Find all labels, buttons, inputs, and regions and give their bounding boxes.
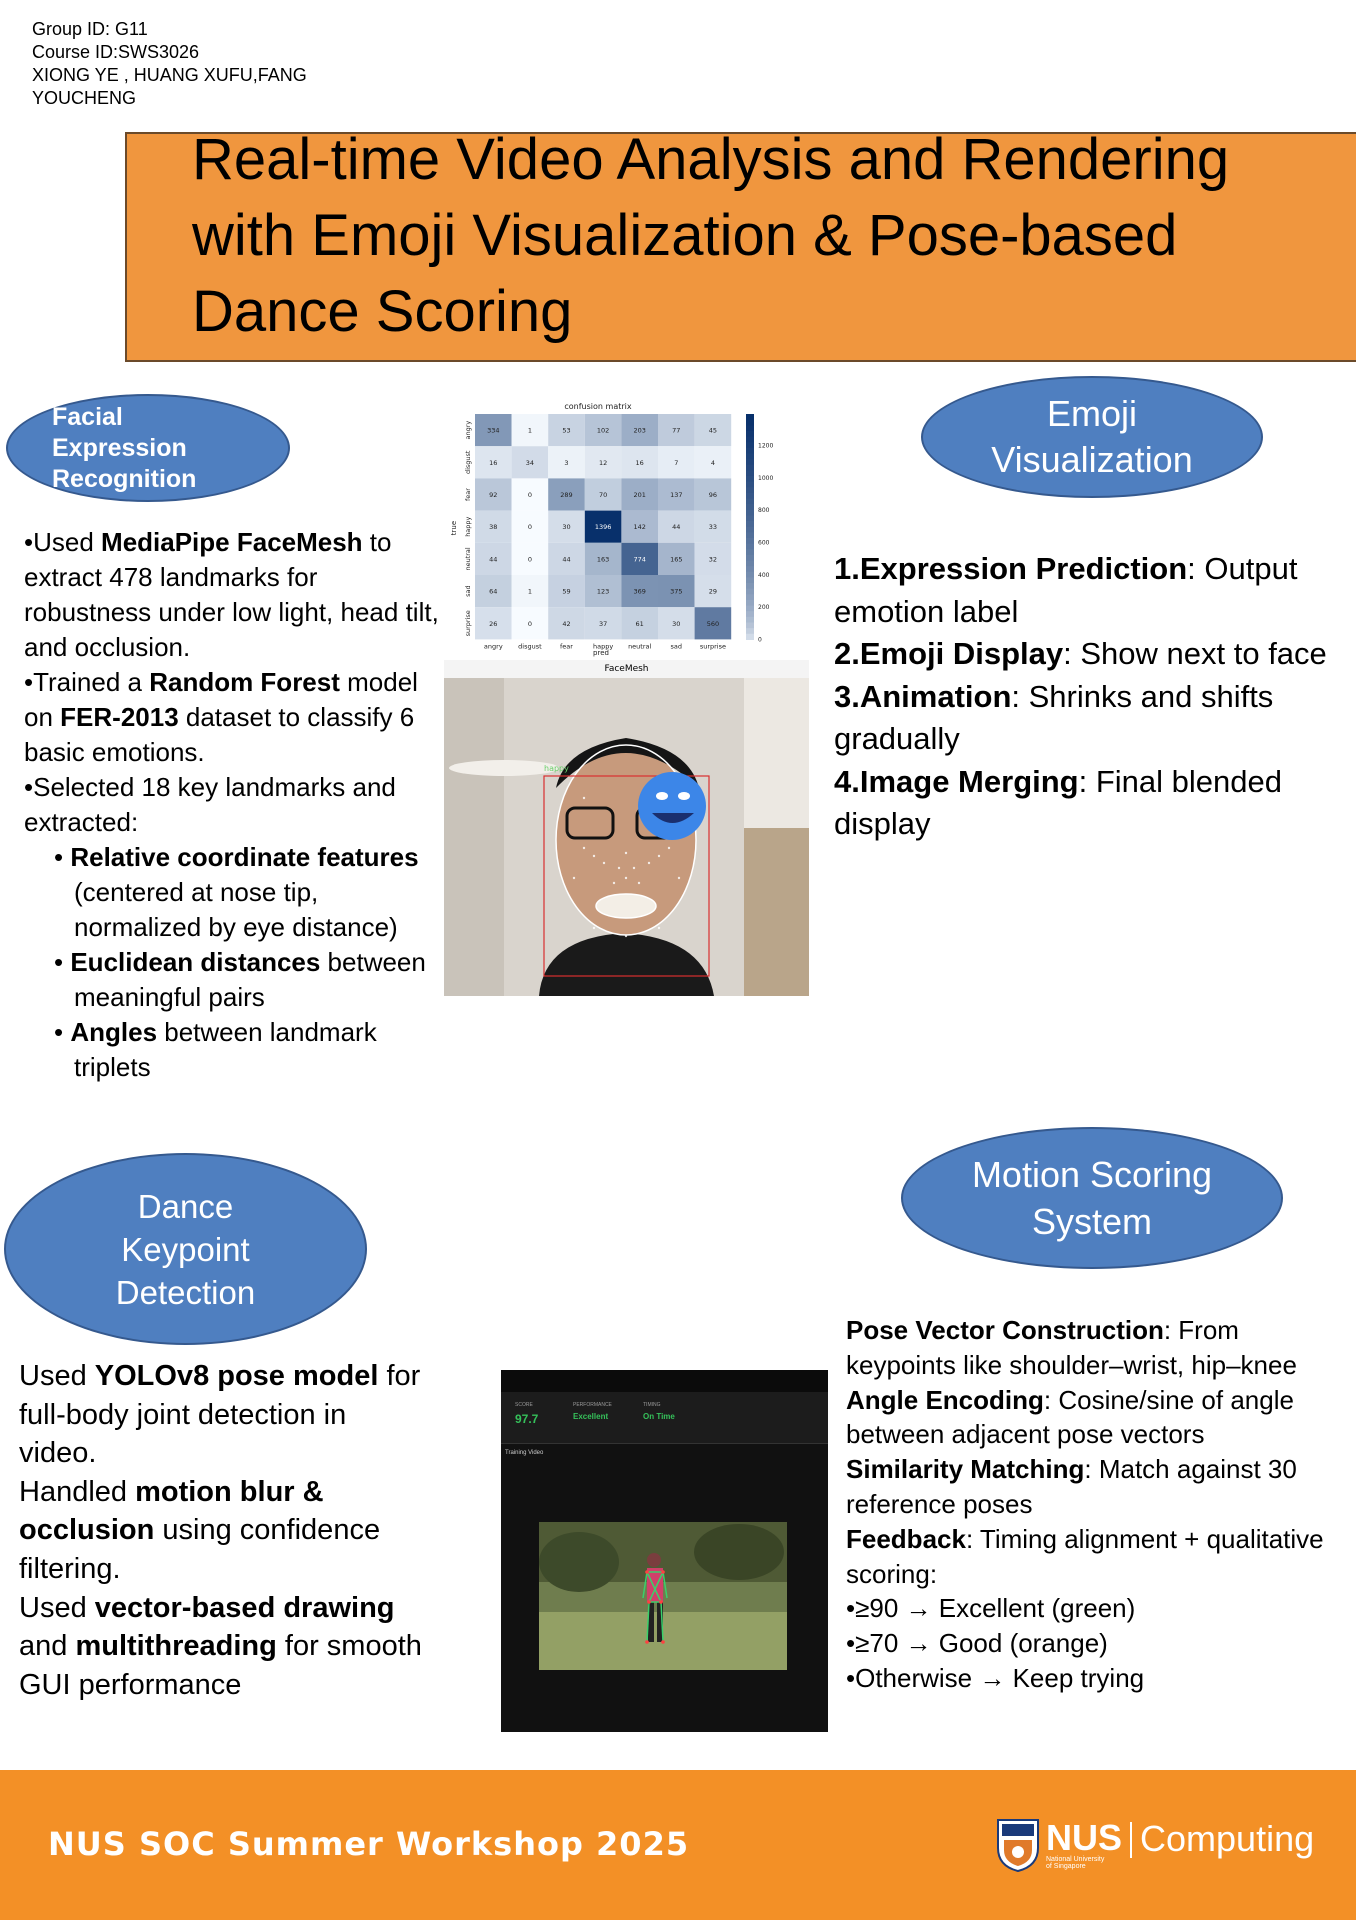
cm-cell-value: 38	[489, 523, 498, 532]
cm-colorbar-segment	[746, 538, 754, 544]
emoji-heading-line-1: Emoji	[1046, 393, 1138, 434]
cm-colorbar-segment	[746, 487, 754, 493]
cm-cell-value: 334	[487, 426, 500, 435]
facial-point-2: •Trained a Random Forest model on FER-2013 dataset to classify 6 basic emotions.	[24, 667, 418, 767]
cm-colorbar-segment	[746, 510, 754, 516]
nus-crest-icon	[996, 1818, 1040, 1872]
dance-point-3: Used vector-based drawing and multithreading for smooth GUI performance	[19, 1591, 422, 1701]
cm-colorbar-segment	[746, 453, 754, 459]
timing-label: TIMING	[643, 1402, 661, 1408]
cm-cell-value: 34	[525, 458, 535, 467]
author-info	[32, 18, 307, 110]
cm-colorbar-segment	[746, 470, 754, 476]
cm-colorbar-segment	[746, 431, 754, 437]
cm-x-tick-label: fear	[560, 642, 573, 651]
cm-y-tick-label: sad	[464, 585, 472, 597]
cm-colorbar-segment	[746, 437, 754, 443]
cm-cell-value: 42	[562, 619, 571, 628]
cm-colorbar-segment	[746, 589, 754, 595]
facial-heading-line-1: Facial	[52, 402, 123, 431]
cm-colorbar-segment	[746, 425, 754, 431]
authors-line-1: XIONG YE , HUANG XUFU,FANG	[32, 65, 307, 85]
cm-y-tick-label: surprise	[464, 610, 472, 637]
motion-point-1: Pose Vector Construction: From keypoints like shoulder–wrist, hip–knee	[846, 1315, 1297, 1380]
score-value: 97.7	[515, 1412, 539, 1426]
cm-cell-value: 29	[708, 587, 718, 596]
motion-section-text	[846, 1313, 1354, 1696]
cm-x-tick-label: surprise	[699, 642, 726, 651]
title-line-3: Dance Scoring	[192, 279, 573, 344]
facial-point-3: •Selected 18 key landmarks and extracted:	[24, 772, 396, 837]
cm-colorbar-segment	[746, 414, 754, 420]
cm-ylabel: true	[450, 520, 458, 536]
emotion-label: happy	[544, 764, 569, 773]
cm-colorbar-segment	[746, 515, 754, 521]
motion-point-2: Angle Encoding: Cosine/sine of angle between adjacent pose vectors	[846, 1384, 1294, 1450]
cm-colorbar-segment	[746, 583, 754, 589]
facemesh-demo-image	[444, 660, 809, 996]
nus-sub-2: of Singapore	[1046, 1863, 1086, 1870]
facemesh-title: FaceMesh	[444, 660, 809, 678]
facial-section-text	[24, 525, 449, 1085]
cm-cell-value: 289	[560, 491, 573, 499]
cm-colorbar-segment	[746, 611, 754, 617]
cm-cell-value: 7	[674, 458, 679, 467]
cm-colorbar-segment	[746, 544, 754, 550]
cm-cell-value: 44	[562, 555, 571, 564]
cm-cell-value: 16	[489, 458, 498, 467]
cm-colorbar-segment	[746, 577, 754, 583]
cm-cell-value: 30	[562, 523, 571, 532]
cm-cell-value: 30	[672, 619, 681, 628]
computing-wordmark: Computing	[1140, 1818, 1315, 1859]
cm-cell-value: 123	[596, 587, 610, 596]
cm-colorbar-segment	[746, 532, 754, 538]
cm-colorbar-segment	[746, 504, 754, 510]
cm-colorbar-tick: 1200	[758, 442, 774, 450]
cm-x-tick-label: neutral	[628, 642, 652, 651]
cm-cell-value: 4	[710, 458, 715, 467]
cm-cell-value: 142	[633, 523, 646, 532]
cm-colorbar-tick: 800	[758, 507, 770, 515]
dance-scoring-gui-image	[501, 1370, 828, 1732]
cm-colorbar-tick: 600	[758, 539, 770, 547]
motion-heading-line-2: System	[1031, 1201, 1153, 1242]
facial-point-1: •Used MediaPipe FaceMesh to extract 478 landmarks for robustness under low light, head tilt, and occlusion.	[24, 527, 439, 662]
dance-heading-line-2: Keypoint	[121, 1230, 250, 1268]
facial-subpoint-2: • Euclidean distances between meaningful pairs	[54, 947, 426, 1012]
dancer-head	[647, 1553, 661, 1567]
cm-colorbar-segment	[746, 442, 754, 448]
cm-cell-value: 12	[598, 458, 608, 467]
cm-title: confusion matrix	[564, 402, 632, 411]
cm-cell-value: 33	[708, 523, 718, 532]
cm-cell-value: 1	[527, 426, 532, 435]
cm-cell-value: 369	[633, 587, 646, 596]
cm-colorbar-segment	[746, 476, 754, 482]
cm-x-tick-label: happy	[592, 642, 614, 651]
cm-cell-value: 0	[527, 491, 532, 499]
cm-cell-value: 165	[670, 555, 683, 564]
cm-colorbar-segment	[746, 572, 754, 578]
training-video-label: Training Video	[505, 1450, 544, 1456]
emoji-step-3: 3.Animation: Shrinks and shifts gradually	[834, 678, 1274, 756]
title-line-1: Real-time Video Analysis and Rendering	[192, 127, 1230, 192]
timing-value: On Time	[643, 1412, 675, 1421]
dance-point-2: Handled motion blur & occlusion using confidence filtering.	[19, 1475, 381, 1585]
cm-cell-value: 96	[708, 491, 718, 499]
cm-cell-value: 375	[670, 587, 683, 596]
motion-score-excellent: •≥90 → Excellent (green)	[846, 1593, 1136, 1624]
course-id: Course ID:SWS3026	[32, 42, 200, 62]
cm-cell-value: 32	[708, 555, 718, 564]
motion-heading-line-1: Motion Scoring	[971, 1154, 1213, 1195]
authors-line-2: YOUCHENG	[32, 88, 137, 108]
cm-cell-value: 92	[489, 491, 498, 499]
nus-sub-1: National University	[1046, 1856, 1105, 1863]
poster-title	[192, 122, 1352, 350]
cm-y-tick-label: fear	[464, 488, 472, 501]
motion-point-4: Feedback: Timing alignment + qualitative scoring:	[846, 1523, 1324, 1589]
facial-expression-heading	[6, 394, 290, 502]
confusion-matrix-chart	[448, 400, 774, 658]
motion-point-3: Similarity Matching: Match against 30 reference poses	[846, 1454, 1297, 1519]
emoji-section-text	[834, 548, 1354, 846]
facemesh-scene	[444, 678, 809, 996]
cm-colorbar-segment	[746, 499, 754, 505]
cm-cell-value: 774	[633, 555, 646, 564]
cm-colorbar-tick: 1000	[758, 474, 774, 482]
emoji-overlay	[638, 772, 706, 840]
emoji-step-2: 2.Emoji Display: Show next to face	[834, 636, 1327, 671]
cm-cell-value: 0	[527, 523, 532, 532]
cm-cell-value: 163	[596, 555, 610, 564]
dance-video-frame	[539, 1522, 787, 1670]
cm-cell-value: 137	[670, 491, 683, 499]
cm-colorbar-segment	[746, 527, 754, 533]
cm-colorbar-segment	[746, 628, 754, 634]
cm-cell-value: 1396	[594, 523, 612, 532]
emoji-heading-line-2: Visualization	[991, 439, 1193, 480]
dance-section-text	[19, 1357, 429, 1704]
cm-cell-value: 59	[562, 587, 571, 596]
cm-cell-value: 77	[672, 426, 681, 435]
cm-cell-value: 53	[562, 426, 571, 435]
cm-cell-value: 16	[635, 458, 644, 467]
cm-cell-value: 37	[598, 619, 608, 628]
cm-x-tick-label: angry	[483, 642, 503, 651]
cm-cell-value: 26	[489, 619, 498, 628]
cm-cell-value: 3	[564, 458, 569, 467]
cm-colorbar-segment	[746, 482, 754, 488]
score-panel	[501, 1392, 828, 1444]
cm-cell-value: 45	[708, 426, 718, 435]
motion-scoring-heading	[901, 1127, 1283, 1269]
performance-value: Excellent	[573, 1412, 609, 1421]
cm-colorbar-segment	[746, 634, 754, 640]
cm-cell-value: 201	[633, 491, 646, 499]
cm-cell-value: 44	[489, 555, 498, 564]
nus-wordmark: NUS	[1046, 1817, 1123, 1858]
cm-cell-value: 44	[672, 523, 681, 532]
cm-y-tick-label: disgust	[464, 450, 472, 475]
cm-colorbar-segment	[746, 549, 754, 555]
cm-colorbar-segment	[746, 617, 754, 623]
score-label: SCORE	[515, 1402, 533, 1408]
dance-heading-line-3: Detection	[115, 1273, 256, 1311]
emoji-step-4: 4.Image Merging: Final blended display	[834, 763, 1282, 841]
footer-workshop-title: NUS SOC Summer Workshop 2025	[48, 1825, 690, 1863]
cm-colorbar-segment	[746, 521, 754, 527]
cm-colorbar-segment	[746, 465, 754, 471]
cm-colorbar-segment	[746, 600, 754, 606]
cm-xlabel: pred	[593, 649, 609, 657]
cm-cell-value: 61	[635, 619, 644, 628]
motion-score-good: •≥70 → Good (orange)	[846, 1628, 1108, 1659]
cm-colorbar-segment	[746, 566, 754, 572]
cm-cell-value: 70	[598, 491, 608, 499]
motion-score-otherwise: •Otherwise → Keep trying	[846, 1662, 1145, 1693]
cm-colorbar-segment	[746, 606, 754, 612]
dance-point-1: Used YOLOv8 pose model for full-body joint detection in video.	[19, 1360, 421, 1470]
cm-colorbar-segment	[746, 555, 754, 561]
cm-y-tick-label: angry	[464, 420, 472, 440]
facial-heading-line-2: Expression	[52, 433, 187, 462]
cm-y-tick-label: happy	[464, 516, 472, 537]
cm-colorbar-segment	[746, 594, 754, 600]
cm-colorbar-tick: 0	[758, 636, 762, 644]
cm-colorbar-segment	[746, 459, 754, 465]
cm-colorbar-segment	[746, 448, 754, 454]
group-id: Group ID: G11	[32, 19, 148, 39]
cm-cell-value: 560	[706, 619, 720, 628]
cm-colorbar-segment	[746, 622, 754, 628]
facial-heading-line-3: Recognition	[52, 464, 197, 493]
cm-colorbar-tick: 400	[758, 571, 770, 579]
cm-cell-value: 0	[527, 555, 532, 564]
performance-label: PERFORMANCE	[573, 1402, 612, 1408]
nus-computing-logo	[996, 1818, 1314, 1872]
cm-y-tick-label: neutral	[464, 547, 472, 571]
cm-colorbar-segment	[746, 493, 754, 499]
ceiling-fan	[449, 760, 559, 776]
emoji-step-1: 1.Expression Prediction: Output emotion label	[834, 551, 1298, 629]
cm-cell-value: 64	[489, 587, 498, 596]
cm-x-tick-label: sad	[670, 642, 683, 651]
cm-colorbar-tick: 200	[758, 604, 770, 612]
cm-colorbar-segment	[746, 561, 754, 567]
emoji-visualization-heading	[921, 376, 1263, 498]
cm-colorbar-segment	[746, 420, 754, 426]
dance-heading-line-1: Dance	[137, 1187, 234, 1225]
facial-subpoint-3: • Angles between landmark triplets	[54, 1017, 377, 1082]
facial-subpoint-1: • Relative coordinate features (centered at nose tip, normalized by eye distance)	[54, 842, 419, 942]
cm-x-tick-label: disgust	[518, 642, 542, 651]
cm-cell-value: 203	[633, 426, 646, 435]
mouth	[596, 894, 656, 918]
cm-cell-value: 0	[527, 619, 532, 628]
title-line-2: with Emoji Visualization & Pose-based	[192, 203, 1178, 268]
dance-keypoint-heading	[4, 1153, 367, 1345]
cm-cell-value: 1	[527, 587, 532, 596]
cm-cell-value: 102	[596, 426, 610, 435]
